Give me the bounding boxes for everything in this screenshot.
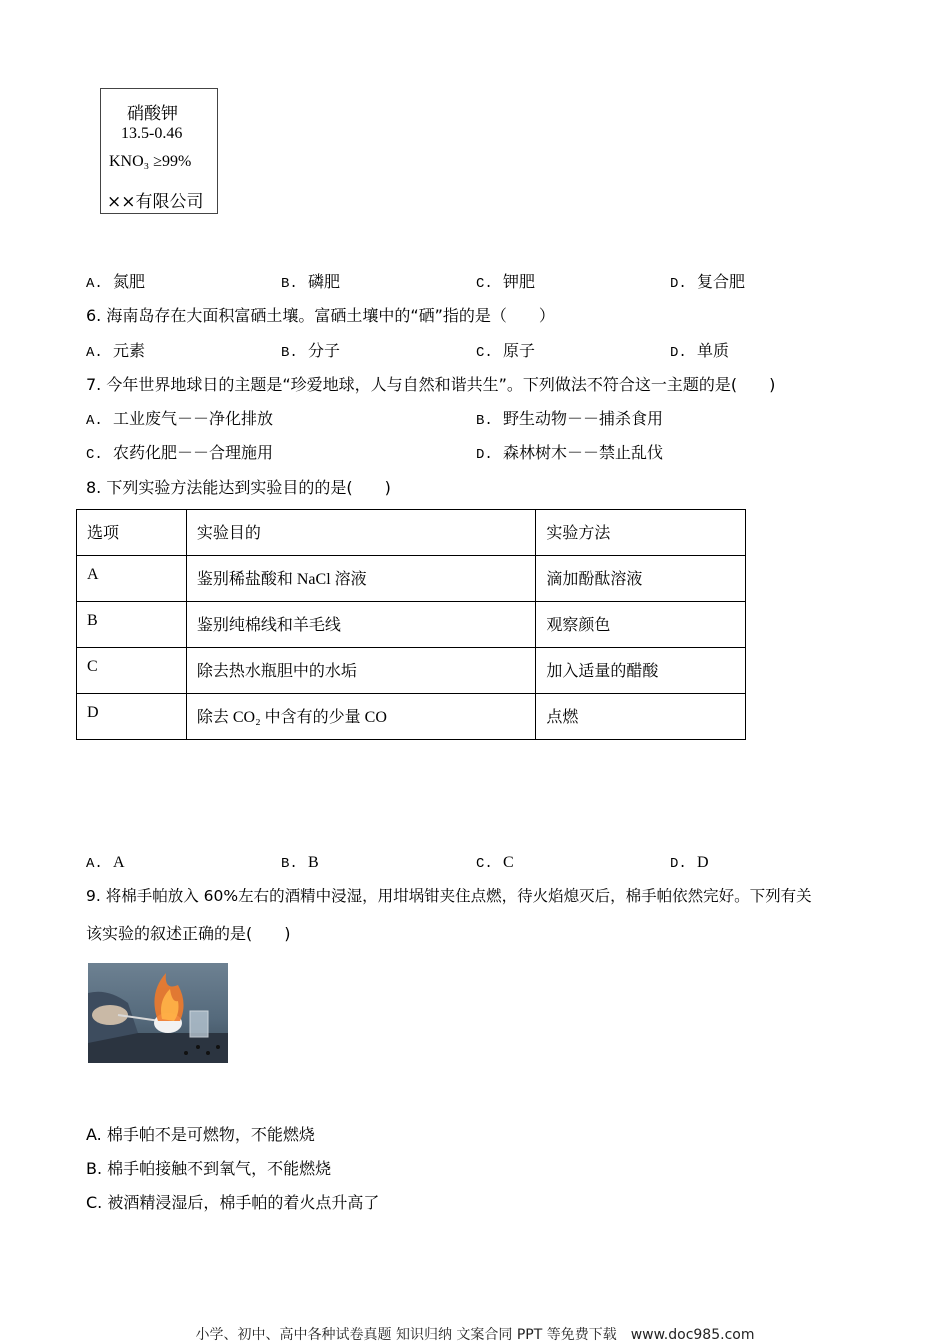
q9-option-a[interactable]: A. 棉手帕不是可燃物，不能燃烧 [86,1125,315,1144]
table-header: 实验目的 [186,510,535,556]
option-a[interactable]: A. A [86,854,125,872]
table-cell: 鉴别稀盐酸和 NaCl 溶液 [186,556,535,602]
label-formula: KNO₃ ≥99% [109,153,192,170]
table-row [77,556,746,602]
label-company: ××有限公司 [107,192,204,212]
table-row [77,648,746,694]
table-cell: A [77,556,187,602]
option-a[interactable]: A. 工业废气－－净化排放 [86,409,273,429]
q6-stem: 6. 海南岛存在大面积富硒土壤。富硒土壤中的“硒”指的是（ ） [86,306,555,325]
option-d[interactable]: D. 复合肥 [670,272,745,292]
table-cell: 观察颜色 [536,602,746,648]
label-grade: 13.5-0.46 [121,125,183,142]
q8-stem: 8. 下列实验方法能达到实验目的的是( ) [86,478,391,497]
table-cell: 点燃 [536,694,746,740]
table-cell: 鉴别纯棉线和羊毛线 [186,602,535,648]
burning-handkerchief-photo [88,963,228,1063]
option-d[interactable]: D. D [670,854,709,872]
table-cell: D [77,694,187,740]
option-c[interactable]: C. 农药化肥－－合理施用 [86,443,273,463]
label-name: 硝酸钾 [127,104,178,124]
option-d[interactable]: D. 森林树木－－禁止乱伐 [476,443,663,463]
table-header: 实验方法 [536,510,746,556]
q9-option-b[interactable]: B. 棉手帕接触不到氧气，不能燃烧 [86,1159,332,1178]
option-b[interactable]: B. 野生动物－－捕杀食用 [476,409,663,429]
table-header: 选项 [77,510,187,556]
option-c[interactable]: C. C [476,854,514,872]
option-d[interactable]: D. 单质 [670,341,729,361]
experiment-table [76,509,746,740]
table-cell: 除去 CO₂ 中含有的少量 CO [186,694,535,740]
option-c[interactable]: C. 钾肥 [476,272,535,292]
q9-option-c[interactable]: C. 被酒精浸湿后，棉手帕的着火点升高了 [86,1193,380,1212]
table-row [77,694,746,740]
option-c[interactable]: C. 原子 [476,341,535,361]
option-b[interactable]: B. 分子 [281,341,340,361]
q9-stem-line2: 该实验的叙述正确的是( ) [86,924,291,943]
photo-illustration [88,963,228,1063]
table-cell: 加入适量的醋酸 [536,648,746,694]
fertilizer-label [100,88,218,214]
option-a[interactable]: A. 元素 [86,341,145,361]
table-cell: B [77,602,187,648]
table-header-row [77,510,746,556]
option-b[interactable]: B. B [281,854,319,872]
table-cell: 除去热水瓶胆中的水垢 [186,648,535,694]
option-a[interactable]: A. 氮肥 [86,272,145,292]
option-b[interactable]: B. 磷肥 [281,272,340,292]
q9-stem-line1: 9. 将棉手帕放入 60%左右的酒精中浸湿，用坩埚钳夹住点燃，待火焰熄灭后，棉手帕依然完好。下列有关 [86,887,812,905]
table-cell: C [77,648,187,694]
page-footer: 小学、初中、高中各种试卷真题 知识归纳 文案合同 PPT 等免费下载 www.doc985.com [195,1327,755,1343]
q7-stem: 7. 今年世界地球日的主题是“珍爱地球，人与自然和谐共生”。下列做法不符合这一主题的是( ) [86,375,776,394]
table-cell: 滴加酚酞溶液 [536,556,746,602]
table-row [77,602,746,648]
